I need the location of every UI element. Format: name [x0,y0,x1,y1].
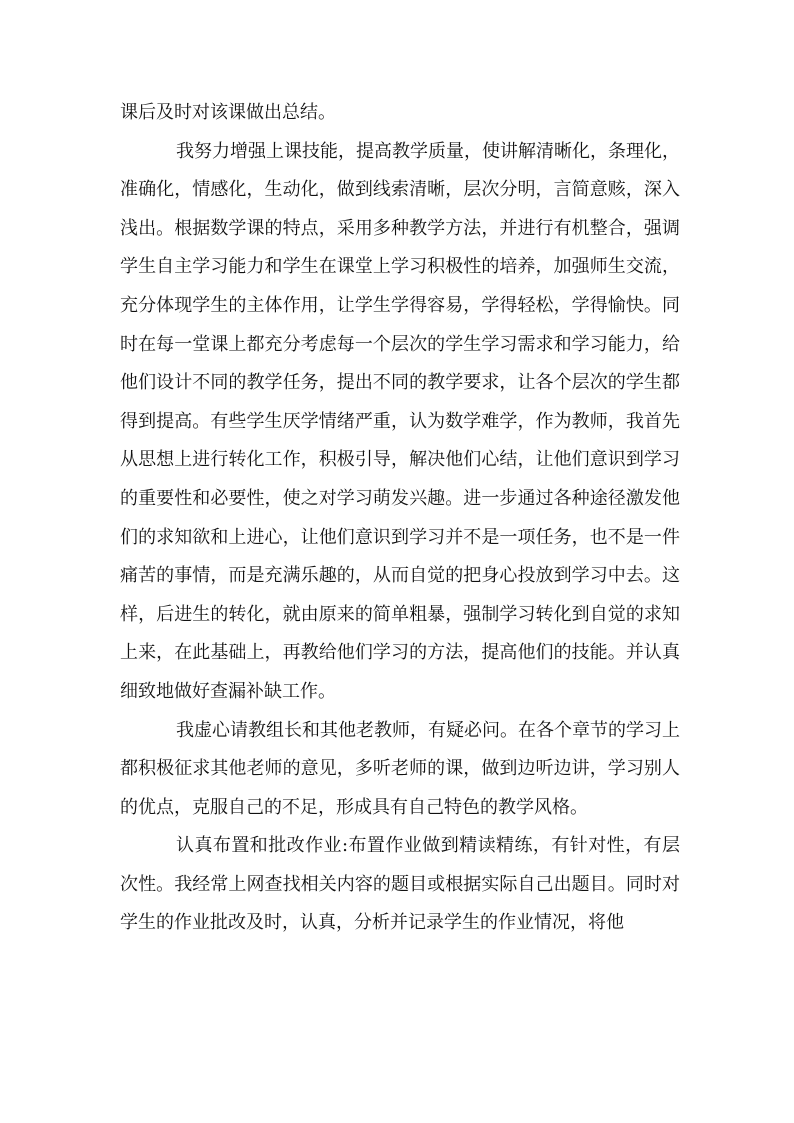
paragraph-3: 我虚心请教组长和其他老教师，有疑必问。在各个章节的学习上都积极征求其他老师的意见，多听老师的课，做到边听边讲，学习别人的优点，克服自己的不足，形成具有自己特色的教学风格。 [120,719,680,818]
document-body [120,94,680,943]
paragraph-1: 课后及时对该课做出总结。 [120,102,336,123]
paragraph-4: 认真布置和批改作业:布置作业做到精读精练，有针对性，有层次性。我经常上网查找相关内容的题目或根据实际自己出题目。同时对学生的作业批改及时，认真，分析并记录学生的作业情况，将他 [120,835,680,934]
paragraph-2: 我努力增强上课技能，提高教学质量，使讲解清晰化，条理化，准确化，情感化，生动化，做到线索清晰，层次分明，言简意赅，深入浅出。根据数学课的特点，采用多种教学方法，并进行有机整合，强调学生自主学习能力和学生在课堂上学习积极性的培养，加强师生交流，充分体现学生的主体作用，让学生学得容易，学得轻松，学得愉快。同时在每一堂课上都充分考虑每一个层次的学生学习需求和学习能力，给他们设计不同的教学任务，提出不同的教学要求，让各个层次的学生都得到提高。有些学生厌学情绪严重，认为数学难学，作为教师，我首先从思想上进行转化工作，积极引导，解决他们心结，让他们意识到学习的重要性和必要性，使之对学习萌发兴趣。进一步通过各种途径激发他们的求知欲和上进心，让他们意识到学习并不是一项任务，也不是一件痛苦的事情，而是充满乐趣的，从而自觉的把身心投放到学习中去。这样，后进生的转化，就由原来的简单粗暴，强制学习转化到自觉的求知上来，在此基础上，再教给他们学习的方法，提高他们的技能。并认真细致地做好查漏补缺工作。 [120,140,680,702]
